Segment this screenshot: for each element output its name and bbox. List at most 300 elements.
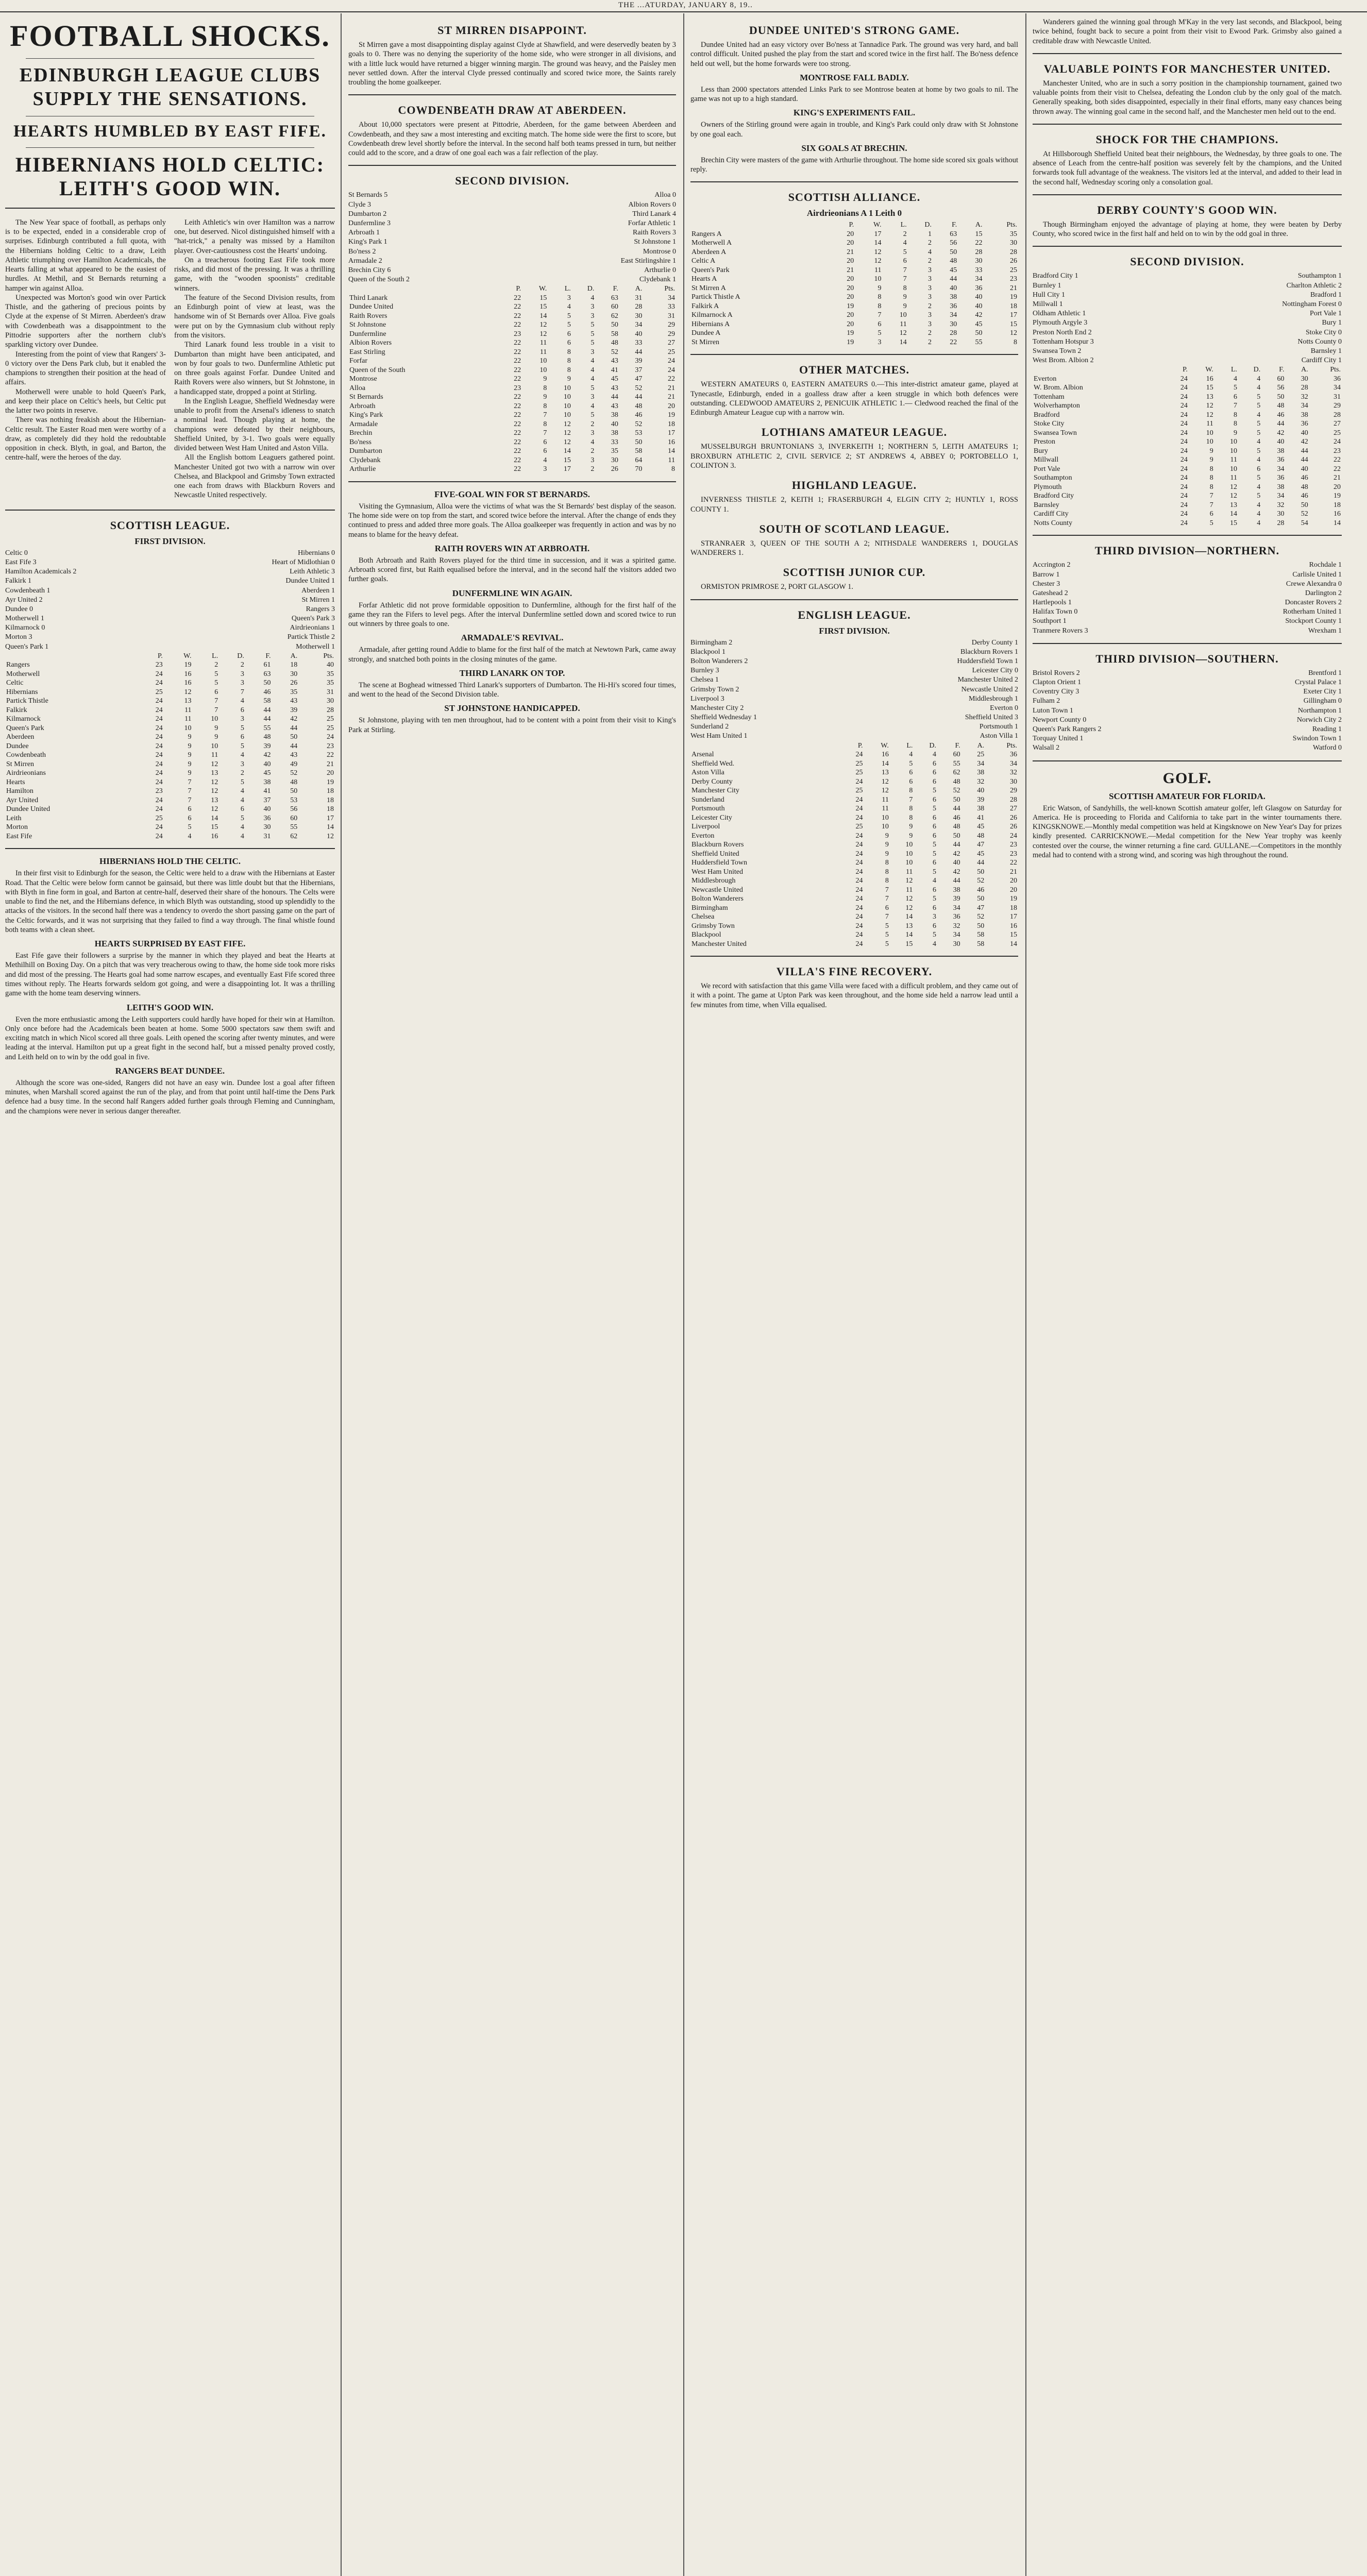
stat-cell: 48 [977, 832, 985, 840]
fixture-home: Hamilton Academicals 2 [5, 568, 77, 576]
table-row [1033, 483, 1342, 492]
table-row [690, 850, 1018, 859]
table-row [5, 760, 335, 769]
stat-cell: 46 [1301, 474, 1308, 482]
stat-cell: 24 [855, 931, 863, 939]
league-table [690, 221, 1018, 347]
stat-cell: 24 [855, 940, 863, 948]
stat-cell: 4 [590, 402, 595, 410]
stat-cell: 3 [927, 266, 932, 274]
fixture-row [5, 623, 335, 633]
stat-cell: 24 [155, 670, 163, 678]
stat-cell: 41 [263, 787, 271, 795]
stat-cell: 7 [543, 429, 547, 437]
article-body [5, 951, 335, 998]
table-row [348, 348, 676, 357]
stat-cell: 6 [543, 447, 547, 455]
stat-cell: 46 [635, 411, 643, 419]
stat-cell: 24 [1180, 411, 1188, 419]
stat-cell: 7 [214, 706, 218, 714]
table-row [690, 904, 1018, 913]
stat-cell: 22 [1334, 465, 1341, 473]
fixture-away: Crewe Alexandra 0 [1286, 580, 1342, 588]
stat-cell: 43 [611, 402, 618, 410]
stat-cell: 9 [903, 302, 907, 310]
stat-cell: 28 [1334, 411, 1341, 419]
table-row [690, 302, 1018, 311]
fixture-home: Grimsby Town 2 [690, 685, 739, 693]
paragraph: We record with satisfaction that this game Villa were faced with a difficult problem, and they came out of it with a point. The game at Upton Park was keen throughout, and the home side held a narrow lead until a few minutes from time, when Villa equalised. [690, 982, 1018, 1009]
stat-cell: 25 [855, 787, 863, 795]
stat-cell: 50 [1301, 501, 1308, 509]
stat-cell: 37 [635, 366, 643, 374]
stat-cell: 19 [847, 329, 854, 337]
fixture-row [690, 694, 1018, 704]
team-name: Dumbarton [349, 447, 382, 455]
stat-cell: 8 [1209, 465, 1213, 473]
stat-cell: 24 [855, 895, 863, 903]
fixture-away: Blackburn Rovers 1 [960, 648, 1018, 656]
fixture-home: Walsall 2 [1033, 744, 1060, 752]
stat-cell: 4 [240, 796, 244, 804]
paragraph: The New Year space of football, as perhaps only is to be expected, ended in a considerable crop of surprises. Edinburgh contributed a full quota, with the Hibernians holding Celtic to a draw, Leith Athletic triumphing over Hamilton Academicals, the Hearts falling at what appeared to be the easiest of hurdles. At Methil, and St Bernards returning a hamper win against Alloa. [5, 218, 166, 293]
article-heading: MONTROSE FALL BADLY. [800, 72, 909, 82]
stat-cell: 6 [240, 805, 244, 814]
stat-cell: 7 [903, 275, 907, 283]
stat-cell: 12 [563, 420, 571, 428]
divider [1033, 643, 1342, 644]
stat-cell: 3 [240, 760, 244, 768]
stat-cell: 20 [1334, 483, 1341, 491]
fixture-home: Burnley 3 [690, 667, 719, 675]
stat-cell: 27 [668, 339, 675, 347]
intro-two-col [5, 216, 335, 502]
section-heading: SCOTTISH LEAGUE. [110, 518, 230, 532]
fixtures-list [348, 191, 676, 284]
stat-cell: 15 [975, 230, 983, 238]
header-cell: Pts. [1006, 741, 1017, 750]
paragraph: Owners of the Stirling ground were again in trouble, and King's Park could only draw with St Johnstone by one goal each. [690, 121, 1018, 139]
fixture-row [5, 567, 335, 577]
stat-cell: 8 [909, 814, 913, 822]
table-row [690, 822, 1018, 832]
stat-cell: 36 [1301, 420, 1308, 428]
stat-cell: 41 [611, 366, 618, 374]
stat-cell: 24 [855, 868, 863, 876]
stat-cell: 6 [240, 733, 244, 741]
header-cell: F. [613, 285, 618, 293]
stat-cell: 25 [1010, 266, 1017, 274]
stat-cell: 1 [927, 230, 932, 238]
stat-cell: 3 [877, 338, 882, 346]
fixture-home: Dundee 0 [5, 605, 33, 613]
team-name: Sunderland [691, 795, 724, 804]
fixture-row [5, 596, 335, 605]
stat-cell: 2 [240, 661, 244, 669]
header-cell: P. [158, 652, 163, 660]
stat-cell: 21 [847, 248, 854, 256]
paragraph: Dundee United had an easy victory over Bo'ness at Tannadice Park. The ground was very hard, and ball control difficult. United pushed the play from the start and scored twice in the first half. The Bo'ness defence held out well, but the home forwards were too strong. [690, 41, 1018, 68]
stat-cell: 50 [953, 832, 960, 840]
team-name: Raith Rovers [349, 312, 387, 320]
team-name: Kilmarnock A [691, 311, 733, 319]
fixture-away: St Johnstone 1 [634, 238, 676, 246]
stat-cell: 20 [847, 293, 854, 301]
table-row [690, 239, 1018, 248]
stat-cell: 10 [563, 393, 571, 401]
stat-cell: 33 [668, 303, 675, 311]
stat-cell: 9 [877, 284, 882, 292]
stat-cell: 19 [184, 661, 192, 669]
table-row [1033, 401, 1342, 411]
table-row [5, 832, 335, 841]
stat-cell: 56 [1277, 384, 1285, 392]
stat-cell: 14 [1334, 519, 1341, 527]
stat-cell: 7 [1209, 501, 1213, 509]
stat-cell: 13 [1206, 393, 1213, 401]
table-row [348, 447, 676, 456]
stat-cell: 28 [327, 706, 334, 714]
stat-cell: 29 [1334, 402, 1341, 410]
fixture-away: Exeter City 1 [1303, 688, 1342, 696]
table-row [348, 384, 676, 393]
stat-cell: 8 [1234, 411, 1237, 419]
stat-cell: 17 [1010, 311, 1017, 319]
fixture-home: Falkirk 1 [5, 577, 31, 585]
stat-cell: 15 [539, 294, 547, 302]
stat-cell: 9 [188, 751, 192, 759]
article-heading: DERBY COUNTY'S GOOD WIN. [1097, 203, 1277, 216]
header-cell [348, 284, 498, 294]
table-row [690, 814, 1018, 823]
stat-cell: 47 [635, 375, 643, 383]
article-heading: COWDENBEATH DRAW AT ABERDEEN. [398, 104, 627, 117]
stat-cell: 52 [635, 384, 643, 392]
stat-cell: 35 [611, 447, 618, 455]
fixture-away: Darlington 2 [1305, 589, 1342, 597]
stat-cell: 7 [543, 411, 547, 419]
paragraph: Both Arbroath and Raith Rovers played for the third time in succession, and it was a spirited game. Arbroath scored first, but Raith equalised before the interval, and in the second half the visitors added two further goals. [348, 556, 676, 584]
fixture-row [348, 219, 676, 228]
stat-cell: 4 [1257, 510, 1261, 518]
header-cell: D. [929, 741, 937, 750]
team-name: Aberdeen A [691, 248, 727, 256]
fixture-away: Motherwell 1 [296, 642, 335, 651]
fixture-row [348, 266, 676, 275]
stat-cell: 5 [590, 339, 595, 347]
stat-cell: 24 [155, 778, 163, 786]
table-row [690, 940, 1018, 949]
stat-cell: 45 [950, 266, 957, 274]
fixture-row [1033, 678, 1342, 687]
stat-cell: 5 [188, 823, 192, 832]
stat-cell: 22 [975, 239, 983, 247]
stat-cell: 58 [977, 940, 985, 948]
header-cell: F. [265, 652, 271, 660]
stat-cell: 8 [1209, 483, 1213, 491]
stat-cell: 10 [539, 366, 547, 374]
stat-cell: 19 [1010, 293, 1017, 301]
team-name: East Fife [6, 832, 32, 840]
stat-cell: 5 [214, 670, 218, 678]
stat-cell: 60 [1277, 375, 1285, 383]
fixture-row [1033, 337, 1342, 347]
table-row [1033, 465, 1342, 474]
fixture-away: Charlton Athletic 2 [1286, 281, 1342, 290]
fixture-row [1033, 300, 1342, 309]
stat-cell: 9 [1209, 447, 1213, 455]
header-cell [690, 741, 840, 751]
team-name: Rangers A [691, 230, 722, 238]
fixture-away: St Mirren 1 [301, 596, 335, 604]
stat-cell: 36 [1010, 751, 1017, 759]
team-name: East Stirling [349, 348, 385, 356]
fixture-home: Preston North End 2 [1033, 328, 1092, 336]
stat-cell: 31 [263, 832, 271, 840]
fixture-home: Fulham 2 [1033, 697, 1060, 705]
stat-cell: 24 [327, 733, 334, 741]
stat-cell: 9 [909, 832, 913, 840]
stat-cell: 48 [950, 257, 957, 265]
stat-cell: 44 [290, 724, 298, 732]
team-name: Arthurlie [349, 465, 376, 473]
fixture-away: Everton 0 [990, 704, 1018, 712]
stat-cell: 31 [327, 688, 334, 696]
header-cell: W. [183, 652, 192, 660]
stat-cell: 6 [933, 759, 937, 768]
stat-cell: 3 [927, 293, 932, 301]
stat-cell: 34 [1277, 465, 1285, 473]
team-name: Kilmarnock [6, 715, 41, 723]
stat-cell: 43 [611, 357, 618, 365]
stat-cell: 5 [1257, 492, 1261, 500]
stat-cell: 17 [874, 230, 882, 238]
stat-cell: 3 [590, 348, 595, 356]
stat-cell: 28 [1010, 248, 1017, 256]
team-name: St Mirren [691, 338, 720, 346]
table-row [1033, 383, 1342, 393]
stat-cell: 9 [909, 823, 913, 831]
stat-cell: 44 [635, 348, 643, 356]
stat-cell: 53 [290, 796, 298, 804]
stat-cell: 4 [590, 438, 595, 446]
article-body [5, 869, 335, 935]
stat-cell: 48 [611, 339, 618, 347]
stat-cell: 18 [327, 805, 334, 814]
stat-cell: 6 [903, 257, 907, 265]
stat-cell: 44 [953, 805, 960, 813]
stat-cell: 5 [240, 778, 244, 786]
fixture-away: Middlesbrough 1 [968, 694, 1018, 703]
table-row [5, 733, 335, 742]
article-heading: RAITH ROVERS WIN AT ARBROATH. [434, 543, 590, 553]
fixture-home: Gateshead 2 [1033, 589, 1068, 597]
team-name: Blackpool [691, 931, 721, 939]
stat-cell: 24 [855, 805, 863, 813]
stat-cell: 6 [933, 886, 937, 894]
table-row [1033, 393, 1342, 402]
table-row [348, 366, 676, 375]
paragraph: The feature of the Second Division results, from an Edinburgh point of view at least, was the handsome win of St Bernards over Alloa. Five goals were put on by the Gymnasium club without reply from the visitors. [174, 293, 335, 340]
fixture-home: Dunfermline 3 [348, 219, 391, 227]
fixture-row [5, 633, 335, 642]
header-cell: W. [881, 741, 889, 750]
header-cell: L. [564, 285, 571, 293]
stat-cell: 32 [977, 777, 985, 786]
fixture-away: Manchester United 2 [957, 676, 1018, 684]
stat-cell: 55 [975, 338, 983, 346]
header-cell: Pts. [323, 652, 334, 660]
stat-cell: 12 [211, 787, 218, 795]
stat-cell: 30 [611, 456, 618, 464]
stat-cell: 24 [1180, 519, 1188, 527]
fixture-row [5, 586, 335, 596]
stat-cell: 46 [1301, 492, 1308, 500]
team-name: Bradford City [1034, 492, 1074, 500]
stat-cell: 36 [1334, 375, 1341, 383]
stat-cell: 3 [927, 284, 932, 292]
stat-cell: 10 [563, 384, 571, 392]
stat-cell: 11 [184, 706, 192, 714]
paragraph: Leith Athletic's win over Hamilton was a narrow one, but deserved. Nicol distinguished himself with a "hat-trick," a penalty was missed by a Hamilton player. Over-cautiousness cost the Hearts' undoing. [174, 218, 335, 255]
stat-cell: 38 [953, 886, 960, 894]
stat-cell: 11 [1230, 456, 1237, 464]
fixture-home: Morton 3 [5, 633, 32, 641]
stat-cell: 16 [881, 751, 889, 759]
stat-cell: 62 [290, 832, 298, 840]
stat-cell: 6 [933, 795, 937, 804]
stat-cell: 42 [953, 868, 960, 876]
stat-cell: 50 [977, 868, 985, 876]
section-heading: ENGLISH LEAGUE. [798, 608, 911, 621]
stat-cell: 18 [327, 787, 334, 795]
table-row [690, 894, 1018, 904]
table-row [1033, 492, 1342, 501]
stat-cell: 14 [899, 338, 907, 346]
deck-3: HIBERNIANS HOLD CELTIC: LEITH'S GOOD WIN. [15, 152, 325, 200]
stat-cell: 12 [563, 429, 571, 437]
paragraph: In the English League, Sheffield Wednesday were unable to profit from the Arsenal's idleness to snatch a nominal lead. Though playing at home, the champions were defeated by their neighbours, Sheffield United, by 3-1. Two goals were equally divided between West Ham United and Aston Villa. [174, 397, 335, 453]
table-row [690, 750, 1018, 759]
stat-cell: 34 [635, 321, 643, 329]
header-cell: A. [977, 741, 985, 750]
stat-cell: 24 [1180, 429, 1188, 437]
table-row [348, 330, 676, 339]
stat-cell: 7 [903, 266, 907, 274]
fixture-away: Port Vale 1 [1310, 310, 1342, 318]
fixture-away: Doncaster Rovers 2 [1285, 599, 1342, 607]
divider [690, 599, 1018, 600]
stat-cell: 30 [953, 940, 960, 948]
section-heading: SCOTTISH JUNIOR CUP. [783, 566, 926, 579]
stat-cell: 45 [611, 375, 618, 383]
stat-cell: 2 [927, 338, 932, 346]
stat-cell: 24 [155, 805, 163, 814]
stat-cell: 30 [635, 312, 643, 320]
stat-cell: 4 [1257, 375, 1261, 383]
stat-cell: 24 [155, 697, 163, 705]
fixture-row [5, 614, 335, 623]
stat-cell: 11 [184, 715, 192, 723]
stat-cell: 24 [855, 814, 863, 822]
stat-cell: 52 [977, 877, 985, 885]
table-row [690, 230, 1018, 239]
fixtures-list [1033, 272, 1342, 365]
stat-cell: 23 [514, 330, 521, 338]
stat-cell: 15 [1010, 931, 1017, 939]
stat-cell: 38 [1277, 447, 1285, 455]
article-body [690, 85, 1018, 104]
stat-cell: 62 [611, 312, 618, 320]
stat-cell: 3 [590, 393, 595, 401]
stat-cell: 52 [635, 420, 643, 428]
team-name: Preston [1034, 438, 1055, 446]
stat-cell: 24 [155, 796, 163, 804]
stat-cell: 20 [847, 320, 854, 328]
deck-1: EDINBURGH LEAGUE CLUBS SUPPLY THE SENSATIONS. [19, 64, 321, 110]
stat-cell: 21 [327, 760, 334, 768]
team-name: Dundee United [349, 303, 394, 311]
stat-cell: 2 [590, 447, 595, 455]
stat-cell: 21 [1010, 868, 1017, 876]
stat-cell: 12 [539, 321, 547, 329]
stat-cell: 22 [514, 312, 521, 320]
divider [5, 510, 335, 511]
section-heading: SECOND DIVISION. [1130, 255, 1244, 268]
paragraph: Motherwell were unable to hold Queen's Park, and keep their place on Celtic's heels, but Celtic put the latter two points in reserve. [5, 387, 166, 415]
team-name: Blackburn Rovers [691, 841, 744, 849]
stat-cell: 10 [211, 742, 218, 750]
stat-cell: 64 [635, 456, 643, 464]
fixture-away: Stockport County 1 [1285, 617, 1342, 625]
column-1 [5, 15, 335, 2576]
stat-cell: 5 [933, 841, 937, 849]
table-row [5, 679, 335, 688]
stat-cell: 40 [635, 330, 643, 338]
table-row [348, 438, 676, 447]
team-name: Huddersfield Town [691, 859, 748, 867]
stat-cell: 58 [977, 931, 985, 939]
stat-cell: 8 [885, 868, 889, 876]
stat-cell: 46 [263, 688, 271, 696]
stat-cell: 24 [155, 733, 163, 741]
article-body [1033, 804, 1342, 860]
header-cell: F. [952, 221, 957, 229]
fixture-home: West Ham United 1 [690, 732, 748, 740]
article-body [348, 120, 676, 158]
stat-cell: 40 [327, 661, 334, 669]
stat-cell: 14 [668, 447, 675, 455]
stat-cell: 22 [514, 465, 521, 473]
table-row [690, 257, 1018, 266]
fixture-away: Portsmouth 1 [979, 723, 1018, 731]
stat-cell: 6 [933, 814, 937, 822]
section-heading: THIRD DIVISION—NORTHERN. [1094, 544, 1280, 557]
stat-cell: 20 [847, 239, 854, 247]
stat-cell: 30 [1010, 777, 1017, 786]
stat-cell: 31 [668, 312, 675, 320]
article-body [690, 120, 1018, 139]
intro-right [174, 218, 335, 500]
intro-left [5, 218, 166, 500]
divider [1033, 53, 1342, 54]
stat-cell: 6 [188, 814, 192, 822]
fixture-away: Bradford 1 [1310, 291, 1342, 299]
league-table [690, 741, 1018, 949]
fixture-home: Tottenham Hotspur 3 [1033, 337, 1094, 346]
fixture-home: Queen of the South 2 [348, 276, 410, 284]
stat-cell: 11 [905, 886, 913, 894]
